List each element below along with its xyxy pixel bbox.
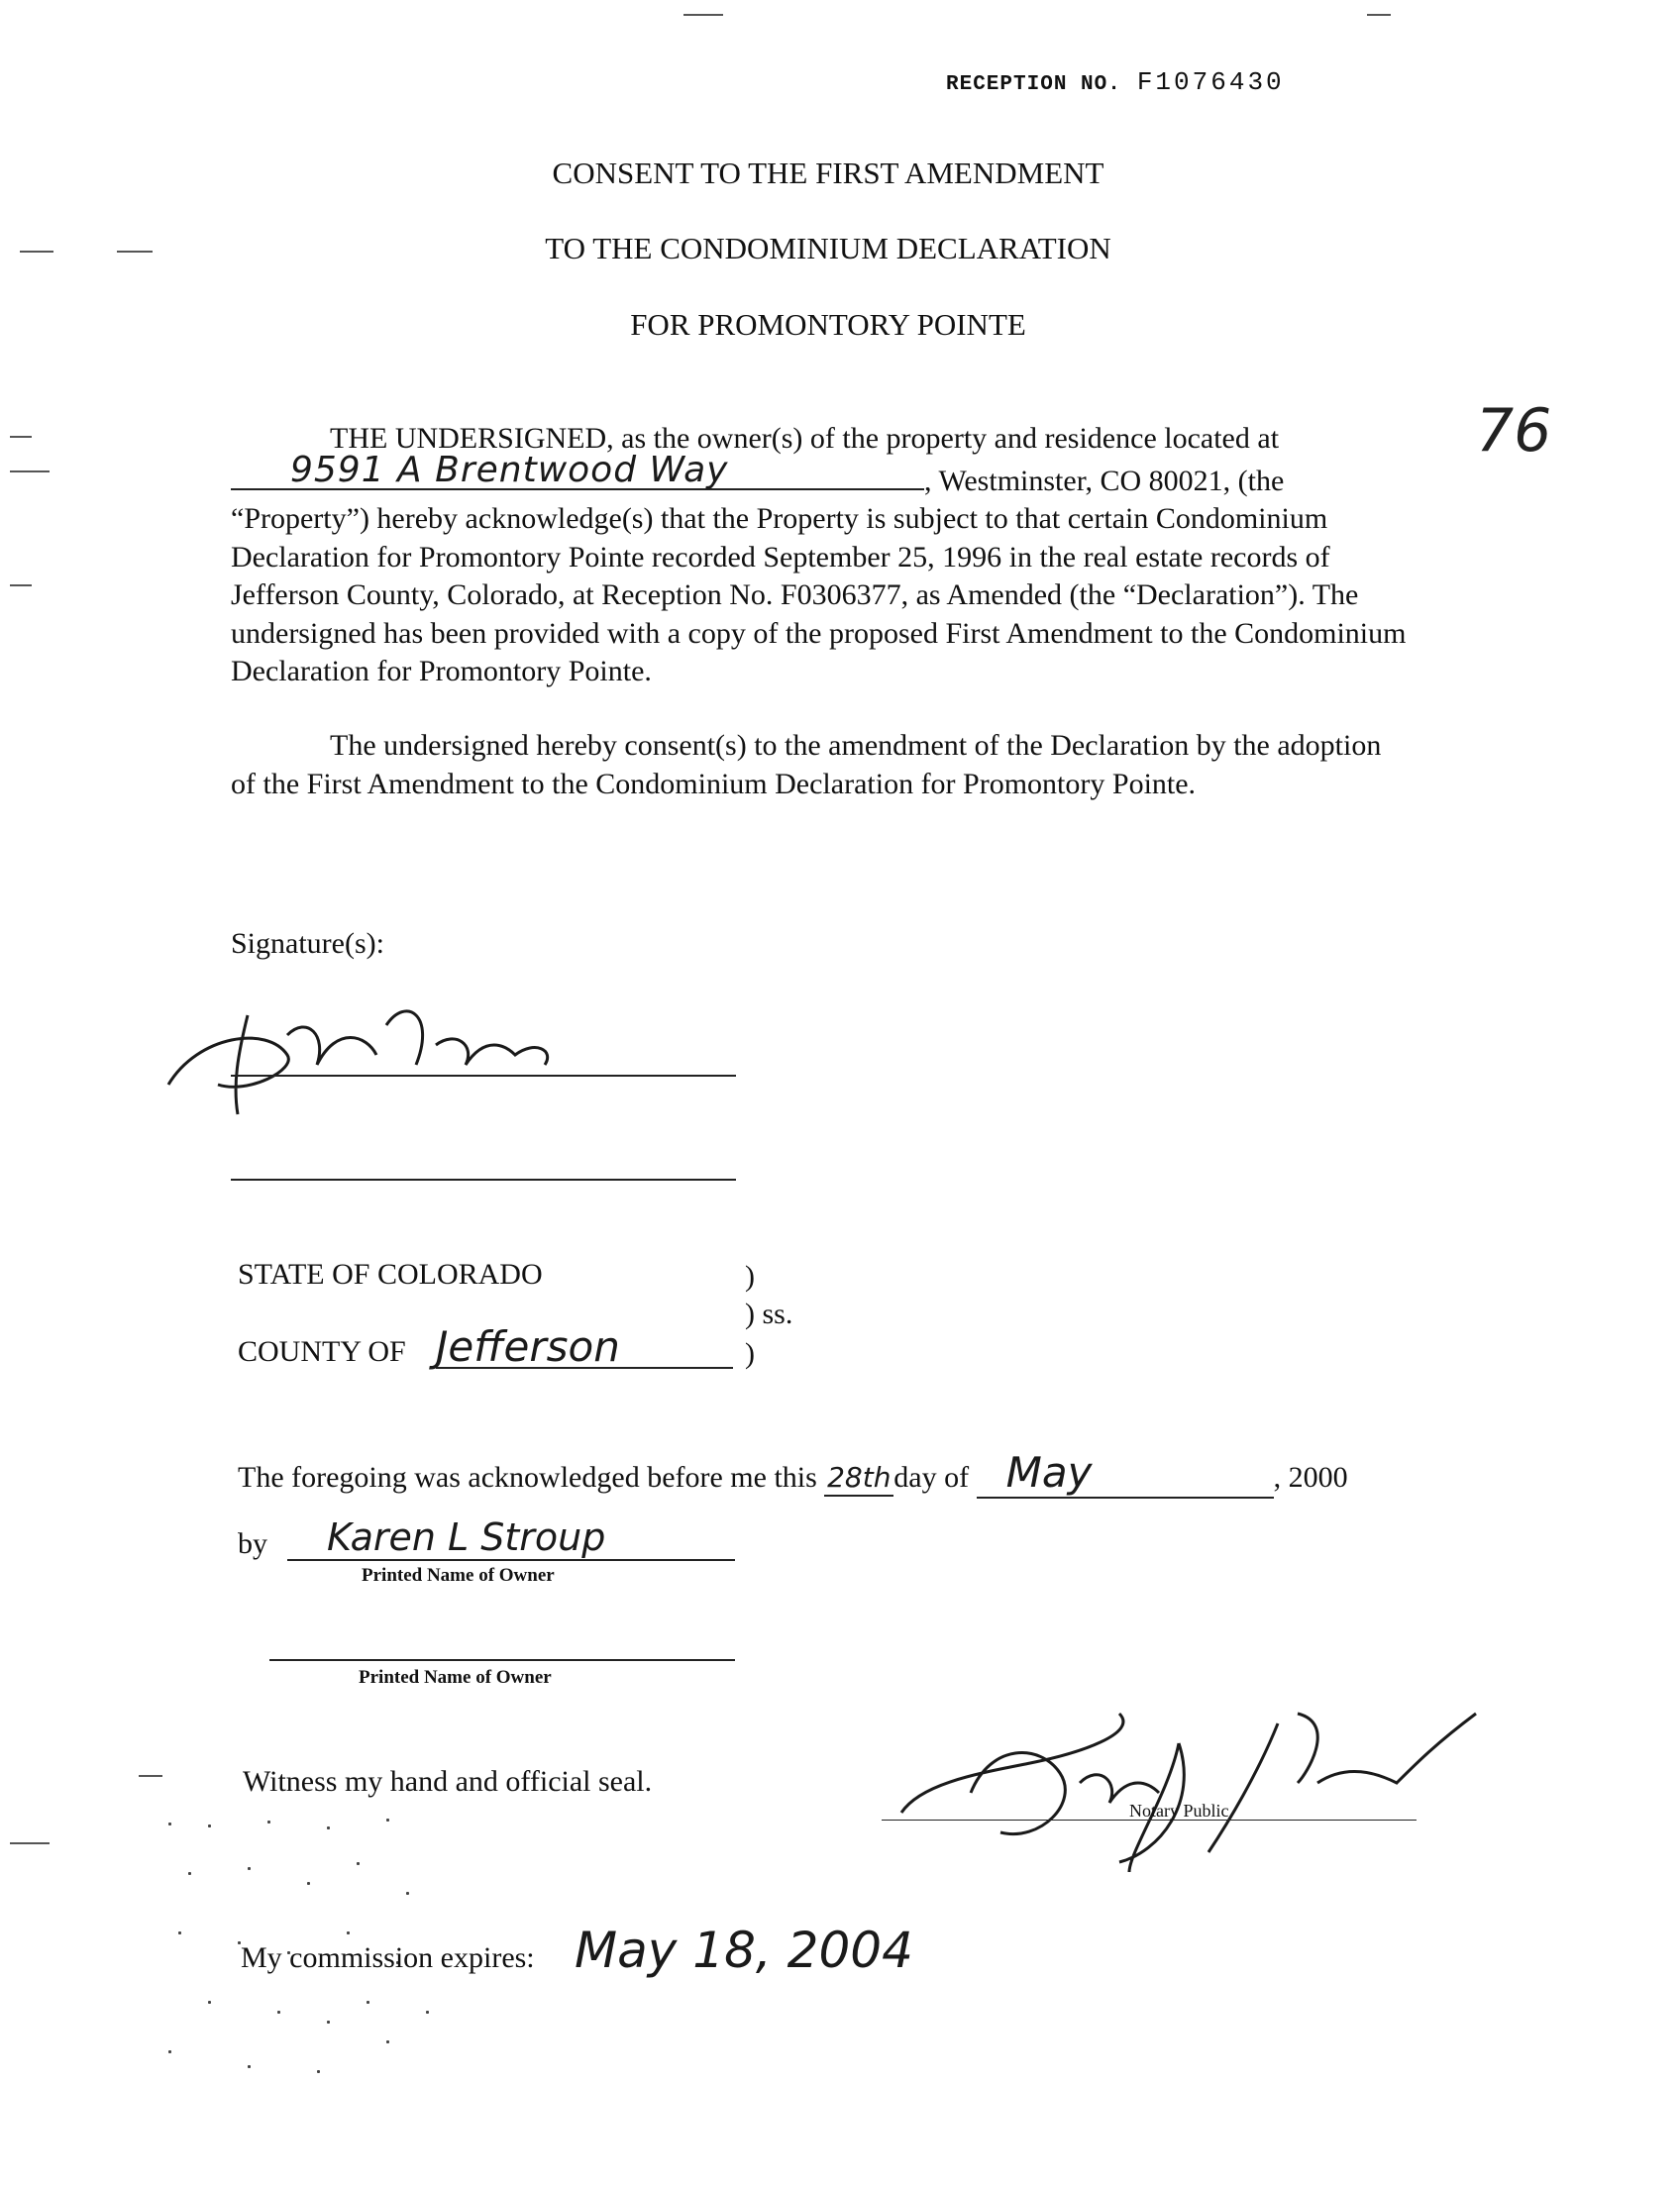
owner-signature-line-2 bbox=[231, 1179, 736, 1181]
day-handwritten: 28th bbox=[827, 1461, 892, 1494]
year-text: , 2000 bbox=[1273, 1461, 1348, 1494]
scan-mark bbox=[10, 470, 50, 472]
paragraph1-body: “Property”) hereby acknowledge(s) that the Property is subject to that certain Condominium Declaration for Promontory Pointe recorded September 25, 1996 in the real estate records of Jefferson County, Colorado, at Reception No. F0306377, as Amended (the “Declaration”). The undersigned has been provided with a copy of the proposed First Amendment to the Condominium Declaration for Promontory Pointe. bbox=[231, 502, 1407, 687]
scan-mark bbox=[683, 14, 723, 16]
margin-note: 76 bbox=[1476, 396, 1552, 466]
scan-mark bbox=[10, 436, 32, 438]
ack-lead: The foregoing was acknowledged before me this bbox=[238, 1461, 817, 1494]
address-handwritten: 9591 A Brentwood Way bbox=[290, 450, 729, 490]
printed-name-label-2: Printed Name of Owner bbox=[359, 1667, 552, 1688]
title-line-2: TO THE CONDOMINIUM DECLARATION bbox=[545, 231, 1111, 265]
scan-mark bbox=[10, 1842, 50, 1844]
owner-signature-line-1 bbox=[231, 1075, 736, 1077]
acknowledged-line bbox=[238, 1448, 1348, 1499]
month-handwritten: May bbox=[1005, 1448, 1093, 1497]
signatures-label: Signature(s): bbox=[231, 927, 384, 960]
state-line: STATE OF COLORADO bbox=[238, 1258, 543, 1291]
paragraph1-after-address: , Westminster, CO 80021, (the bbox=[924, 464, 1285, 497]
scan-mark bbox=[1367, 14, 1391, 16]
scan-mark bbox=[139, 1775, 162, 1777]
ss-mark: ) ss. bbox=[745, 1298, 793, 1330]
owner-name-handwritten: Karen L Stroup bbox=[327, 1515, 606, 1559]
day-of-text: day of bbox=[893, 1461, 970, 1494]
consent-paragraph: The undersigned hereby consent(s) to the amendment of the Declaration by the adoption of the First Amendment to the Condominium Declaration for Promontory Pointe. bbox=[231, 729, 1382, 800]
owner-signature bbox=[139, 976, 614, 1124]
notary-signature bbox=[882, 1684, 1496, 1882]
owner-name-line bbox=[287, 1559, 735, 1561]
month-field bbox=[977, 1448, 1274, 1499]
commission-label: My commission expires: bbox=[241, 1941, 535, 1974]
reception-number bbox=[946, 67, 1285, 97]
paragraph1-lead: THE UNDERSIGNED, as the owner(s) of the property and residence located at bbox=[330, 422, 1280, 455]
county-handwritten: Jefferson bbox=[436, 1322, 620, 1371]
witness-statement: Witness my hand and official seal. bbox=[243, 1765, 653, 1798]
notary-public-label: Notary Public bbox=[1129, 1801, 1229, 1821]
by-label: by bbox=[238, 1527, 267, 1560]
title-line-3: FOR PROMONTORY POINTE bbox=[630, 307, 1026, 342]
second-owner-name-line bbox=[269, 1659, 735, 1661]
acknowledgment-paragraph bbox=[231, 420, 1410, 691]
commission-handwritten: May 18, 2004 bbox=[575, 1922, 913, 1979]
paren-bottom: ) bbox=[745, 1337, 755, 1370]
title-line-1: CONSENT TO THE FIRST AMENDMENT bbox=[552, 156, 1104, 190]
scan-mark bbox=[10, 584, 32, 586]
reception-label: RECEPTION NO. bbox=[946, 73, 1121, 96]
reception-value: F1076430 bbox=[1136, 67, 1285, 97]
address-line bbox=[231, 450, 924, 490]
paren-top: ) bbox=[745, 1260, 755, 1293]
county-label: COUNTY OF bbox=[238, 1335, 406, 1368]
printed-name-label-1: Printed Name of Owner bbox=[362, 1565, 555, 1586]
day-field bbox=[824, 1461, 893, 1497]
